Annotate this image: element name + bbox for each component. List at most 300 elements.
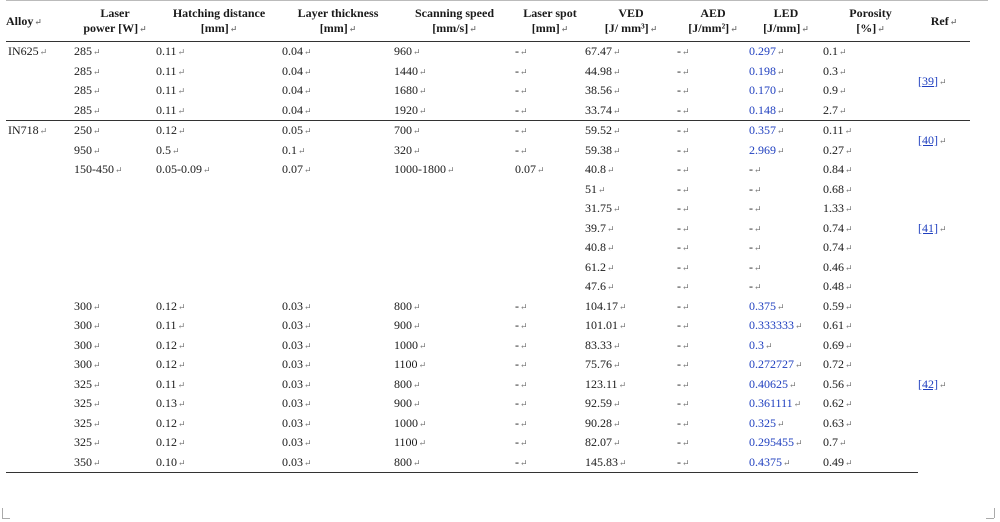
cell-speed	[394, 433, 515, 453]
cell-value: 900	[394, 318, 412, 333]
paragraph-mark-icon: ↵	[682, 340, 690, 351]
column-header-line2: [J/mm]	[763, 21, 801, 35]
table-row	[6, 453, 970, 473]
cell-value: 0.74	[823, 220, 844, 235]
cell-value: 0.59	[823, 298, 844, 313]
cell-alloy	[6, 414, 74, 434]
cell-ref	[918, 121, 970, 161]
cell-spot	[515, 219, 585, 239]
cell-speed	[394, 81, 515, 101]
cell-value: 0.5	[156, 142, 171, 157]
cell-value: 0.4375	[749, 454, 782, 469]
cell-value: -	[677, 318, 681, 333]
cell-value: 1000-1800	[394, 162, 446, 177]
cell-value: -	[677, 396, 681, 411]
cell-aed	[677, 336, 749, 356]
paragraph-mark-icon: ↵	[607, 165, 615, 176]
paragraph-mark-icon: ↵	[845, 145, 853, 156]
cell-hatch	[156, 81, 282, 101]
paragraph-mark-icon: ↵	[795, 360, 803, 371]
paragraph-mark-icon: ↵	[845, 262, 853, 273]
cell-speed	[394, 180, 515, 200]
cell-value: 0.04	[282, 63, 303, 78]
paragraph-mark-icon: ↵	[304, 126, 312, 137]
column-header	[6, 4, 74, 42]
cell-value: -	[515, 396, 519, 411]
paragraph-mark-icon: ↵	[115, 165, 123, 176]
cell-alloy	[6, 62, 74, 82]
paragraph-mark-icon: ↵	[795, 438, 803, 449]
cell-hatch	[156, 453, 282, 473]
paragraph-mark-icon: ↵	[93, 438, 101, 449]
paragraph-mark-icon: ↵	[682, 457, 690, 468]
table-row	[6, 433, 970, 453]
cell-alloy	[6, 336, 74, 356]
paragraph-mark-icon: ↵	[93, 360, 101, 371]
cell-spot	[515, 414, 585, 434]
cell-value: 0.04	[282, 83, 303, 98]
column-header-line2: [mm]	[200, 21, 229, 35]
column-header-line2: [J/ mm³]	[604, 21, 649, 35]
column-header-line1: Alloy	[6, 13, 34, 28]
cell-power	[74, 121, 156, 141]
paragraph-mark-icon: ↵	[419, 418, 427, 429]
cell-porosity	[823, 219, 918, 239]
cell-power	[74, 258, 156, 278]
paragraph-mark-icon: ↵	[682, 262, 690, 273]
cell-layer	[282, 258, 394, 278]
cell-value: 61.2	[585, 259, 606, 274]
cell-value: 0.62	[823, 396, 844, 411]
column-header-line2: [J/mm²]	[688, 21, 730, 35]
cell-value: 104.17	[585, 298, 618, 313]
cell-ved	[585, 336, 677, 356]
cell-value: 0.12	[156, 298, 177, 313]
cell-hatch	[156, 277, 282, 297]
cell-value: 0.13	[156, 396, 177, 411]
paragraph-mark-icon: ↵	[177, 321, 186, 332]
cell-layer	[282, 453, 394, 473]
cell-ved	[585, 141, 677, 161]
cell-spot	[515, 277, 585, 297]
cell-value: 0.03	[282, 337, 303, 352]
cell-value: -	[749, 201, 753, 216]
cell-alloy	[6, 277, 74, 297]
paragraph-mark-icon: ↵	[845, 340, 853, 351]
column-header	[74, 4, 156, 42]
cell-hatch	[156, 199, 282, 219]
cell-layer	[282, 414, 394, 434]
cell-led	[749, 414, 823, 434]
cell-aed	[677, 42, 749, 62]
cell-aed	[677, 219, 749, 239]
cell-value: 300	[74, 318, 92, 333]
cell-ved	[585, 433, 677, 453]
paragraph-mark-icon: ↵	[560, 24, 569, 34]
cell-power	[74, 81, 156, 101]
cell-value: 0.9	[823, 83, 838, 98]
cell-spot	[515, 101, 585, 121]
cell-alloy	[6, 355, 74, 375]
cell-value: -	[749, 279, 753, 294]
cell-speed	[394, 141, 515, 161]
cell-value: 0.63	[823, 415, 844, 430]
cell-speed	[394, 121, 515, 141]
paragraph-mark-icon: ↵	[754, 282, 762, 293]
cell-spot	[515, 258, 585, 278]
paragraph-mark-icon: ↵	[447, 165, 455, 176]
paragraph-mark-icon: ↵	[178, 438, 186, 449]
table-row	[6, 238, 970, 258]
cell-value: -	[515, 63, 519, 78]
column-header	[918, 4, 970, 42]
paragraph-mark-icon: ↵	[520, 418, 528, 429]
cell-hatch	[156, 180, 282, 200]
cell-ved	[585, 42, 677, 62]
cell-layer	[282, 180, 394, 200]
paragraph-mark-icon: ↵	[939, 380, 947, 390]
cell-value: 0.3	[823, 63, 838, 78]
cell-hatch	[156, 238, 282, 258]
cell-layer	[282, 433, 394, 453]
cell-aed	[677, 121, 749, 141]
paragraph-mark-icon: ↵	[348, 24, 357, 34]
cell-value: 39.7	[585, 220, 606, 235]
paragraph-mark-icon: ↵	[93, 457, 101, 468]
cell-power	[74, 453, 156, 473]
cell-value: 0.361111	[749, 396, 793, 411]
paragraph-mark-icon: ↵	[682, 126, 690, 137]
table-row	[6, 297, 970, 317]
cell-value: 0.84	[823, 162, 844, 177]
cell-value: -	[515, 142, 519, 157]
cell-aed	[677, 297, 749, 317]
cell-ved	[585, 121, 677, 141]
cell-ved	[585, 297, 677, 317]
paragraph-mark-icon: ↵	[777, 47, 785, 58]
cell-layer	[282, 42, 394, 62]
reference-link[interactable]: [40]	[918, 133, 938, 147]
cell-led	[749, 453, 823, 473]
cell-power	[74, 297, 156, 317]
cell-value: 300	[74, 357, 92, 372]
paragraph-mark-icon: ↵	[520, 457, 528, 468]
column-header-line1: LED	[773, 6, 799, 20]
paragraph-mark-icon: ↵	[177, 66, 186, 77]
cell-porosity	[823, 336, 918, 356]
paragraph-mark-icon: ↵	[93, 105, 101, 116]
cell-value: -	[677, 259, 681, 274]
paragraph-mark-icon: ↵	[607, 243, 615, 254]
paragraph-mark-icon: ↵	[682, 418, 690, 429]
cell-value: -	[749, 240, 753, 255]
paragraph-mark-icon: ↵	[845, 321, 853, 332]
cell-value: 1000	[394, 415, 418, 430]
paragraph-mark-icon: ↵	[682, 223, 690, 234]
paragraph-mark-icon: ↵	[845, 399, 853, 410]
table-row	[6, 160, 970, 180]
header-row	[6, 4, 970, 42]
column-header	[823, 4, 918, 42]
margin-mark-right-bottom	[986, 518, 994, 519]
cell-power	[74, 160, 156, 180]
cell-led	[749, 42, 823, 62]
cell-value: 0.68	[823, 181, 844, 196]
cell-porosity	[823, 277, 918, 297]
cell-value: 0.12	[156, 357, 177, 372]
cell-hatch	[156, 219, 282, 239]
cell-value: 325	[74, 415, 92, 430]
cell-value: 0.333333	[749, 318, 794, 333]
paragraph-mark-icon: ↵	[619, 301, 627, 312]
reference-link[interactable]: [39]	[918, 73, 938, 88]
paragraph-mark-icon: ↵	[178, 457, 186, 468]
cell-value: 1000	[394, 337, 418, 352]
cell-value: 0.56	[823, 376, 844, 391]
paragraph-mark-icon: ↵	[682, 204, 690, 215]
cell-value: -	[677, 201, 681, 216]
cell-ref	[918, 160, 970, 297]
paragraph-mark-icon: ↵	[34, 16, 42, 27]
cell-aed	[677, 277, 749, 297]
cell-hatch	[156, 394, 282, 414]
cell-value: 150-450	[74, 162, 114, 177]
cell-alloy	[6, 394, 74, 414]
paragraph-mark-icon: ↵	[177, 47, 186, 58]
paragraph-mark-icon: ↵	[229, 24, 238, 34]
cell-hatch	[156, 316, 282, 336]
paragraph-mark-icon: ↵	[682, 86, 690, 97]
table-row	[6, 199, 970, 219]
paragraph-mark-icon: ↵	[682, 321, 690, 332]
cell-value: 0.357	[749, 123, 776, 138]
cell-ved	[585, 355, 677, 375]
cell-porosity	[823, 160, 918, 180]
table-row	[6, 375, 970, 395]
paragraph-mark-icon: ↵	[93, 47, 101, 58]
cell-value: -	[677, 44, 681, 59]
cell-value: 40.8	[585, 240, 606, 255]
paragraph-mark-icon: ↵	[845, 360, 853, 371]
paragraph-mark-icon: ↵	[520, 340, 528, 351]
column-header	[515, 4, 585, 42]
cell-value: 325	[74, 376, 92, 391]
paragraph-mark-icon: ↵	[93, 340, 101, 351]
cell-power	[74, 238, 156, 258]
cell-value: 0.375	[749, 298, 776, 313]
cell-value: -	[515, 44, 519, 59]
table-row	[6, 141, 970, 161]
cell-alloy	[6, 258, 74, 278]
cell-value: 92.59	[585, 396, 612, 411]
cell-layer	[282, 277, 394, 297]
paragraph-mark-icon: ↵	[537, 165, 545, 176]
cell-hatch	[156, 336, 282, 356]
paragraph-mark-icon: ↵	[682, 360, 690, 371]
cell-value: 75.76	[585, 357, 612, 372]
cell-value: 67.47	[585, 44, 612, 59]
table-row	[6, 414, 970, 434]
cell-layer	[282, 297, 394, 317]
cell-speed	[394, 453, 515, 473]
paragraph-mark-icon: ↵	[178, 360, 186, 371]
paragraph-mark-icon: ↵	[619, 321, 627, 332]
cell-value: 0.72	[823, 357, 844, 372]
cell-spot	[515, 180, 585, 200]
cell-value: -	[677, 162, 681, 177]
cell-porosity	[823, 258, 918, 278]
paragraph-mark-icon: ↵	[844, 126, 853, 137]
cell-value: -	[677, 83, 681, 98]
paragraph-mark-icon: ↵	[613, 418, 621, 429]
paragraph-mark-icon: ↵	[845, 243, 853, 254]
paragraph-mark-icon: ↵	[418, 438, 427, 449]
cell-value: -	[515, 102, 519, 117]
paragraph-mark-icon: ↵	[682, 165, 690, 176]
paragraph-mark-icon: ↵	[520, 360, 528, 371]
cell-value: 0.3	[749, 337, 764, 352]
paragraph-mark-icon: ↵	[413, 126, 421, 137]
cell-value: 123.11	[585, 376, 618, 391]
paragraph-mark-icon: ↵	[178, 301, 186, 312]
cell-value: 800	[394, 376, 412, 391]
paragraph-mark-icon: ↵	[682, 438, 690, 449]
cell-aed	[677, 160, 749, 180]
paragraph-mark-icon: ↵	[682, 399, 690, 410]
cell-value: 0.04	[282, 44, 303, 59]
paragraph-mark-icon: ↵	[93, 321, 101, 332]
paragraph-mark-icon: ↵	[469, 24, 477, 34]
cell-led	[749, 160, 823, 180]
cell-led	[749, 316, 823, 336]
paragraph-mark-icon: ↵	[777, 418, 785, 429]
paragraph-mark-icon: ↵	[845, 184, 853, 195]
paragraph-mark-icon: ↵	[419, 105, 427, 116]
cell-value: -	[677, 240, 681, 255]
cell-power	[74, 316, 156, 336]
cell-speed	[394, 414, 515, 434]
cell-value: -	[515, 415, 519, 430]
reference-link[interactable]: [41]	[918, 220, 938, 235]
cell-value: 59.52	[585, 123, 612, 138]
margin-mark-left	[2, 508, 3, 518]
cell-hatch	[156, 141, 282, 161]
cell-spot	[515, 375, 585, 395]
cell-layer	[282, 336, 394, 356]
paragraph-mark-icon: ↵	[613, 399, 621, 410]
column-header-line1: Layer thickness	[297, 6, 379, 20]
cell-alloy	[6, 219, 74, 239]
column-header-line1: Porosity	[849, 6, 892, 20]
cell-value: -	[515, 318, 519, 333]
paragraph-mark-icon: ↵	[777, 105, 785, 116]
cell-alloy	[6, 316, 74, 336]
paragraph-mark-icon: ↵	[520, 399, 528, 410]
paragraph-mark-icon: ↵	[298, 145, 306, 156]
cell-porosity	[823, 141, 918, 161]
cell-value: -	[677, 279, 681, 294]
paragraph-mark-icon: ↵	[413, 399, 421, 410]
paragraph-mark-icon: ↵	[304, 379, 312, 390]
paragraph-mark-icon: ↵	[520, 145, 528, 156]
cell-value: 51	[585, 181, 597, 196]
cell-ved	[585, 219, 677, 239]
cell-alloy	[6, 375, 74, 395]
cell-porosity	[823, 238, 918, 258]
reference-link[interactable]: [42]	[918, 377, 938, 391]
paragraph-mark-icon: ↵	[304, 165, 312, 176]
cell-hatch	[156, 42, 282, 62]
cell-value: 0.11	[156, 376, 177, 391]
cell-aed	[677, 316, 749, 336]
paragraph-mark-icon: ↵	[845, 418, 853, 429]
cell-value: -	[677, 220, 681, 235]
table-row	[6, 394, 970, 414]
cell-layer	[282, 199, 394, 219]
cell-value: 101.01	[585, 318, 618, 333]
cell-layer	[282, 101, 394, 121]
cell-ved	[585, 81, 677, 101]
cell-value: 1100	[394, 435, 418, 450]
cell-value: -	[515, 357, 519, 372]
cell-layer	[282, 81, 394, 101]
paragraph-mark-icon: ↵	[172, 145, 180, 156]
cell-speed	[394, 277, 515, 297]
paragraph-mark-icon: ↵	[607, 282, 615, 293]
cell-porosity	[823, 199, 918, 219]
cell-value: 0.11	[156, 318, 177, 333]
column-header	[585, 4, 677, 42]
paragraph-mark-icon: ↵	[177, 86, 186, 97]
cell-value: 0.12	[156, 123, 177, 138]
table-row	[6, 258, 970, 278]
cell-ved	[585, 375, 677, 395]
table-row	[6, 316, 970, 336]
cell-ved	[585, 160, 677, 180]
cell-power	[74, 375, 156, 395]
cell-porosity	[823, 355, 918, 375]
cell-speed	[394, 238, 515, 258]
cell-aed	[677, 180, 749, 200]
cell-porosity	[823, 316, 918, 336]
cell-ved	[585, 238, 677, 258]
cell-value: 0.272727	[749, 357, 794, 372]
cell-value: 0.46	[823, 259, 844, 274]
cell-value: 1920	[394, 102, 418, 117]
cell-ved	[585, 101, 677, 121]
cell-value: -	[515, 454, 519, 469]
cell-layer	[282, 121, 394, 141]
cell-power	[74, 219, 156, 239]
column-header-line1: VED	[618, 6, 644, 20]
cell-spot	[515, 81, 585, 101]
paragraph-mark-icon: ↵	[304, 340, 312, 351]
paragraph-mark-icon: ↵	[93, 126, 101, 137]
paragraph-mark-icon: ↵	[413, 457, 421, 468]
cell-led	[749, 180, 823, 200]
cell-speed	[394, 355, 515, 375]
cell-aed	[677, 101, 749, 121]
cell-porosity	[823, 453, 918, 473]
cell-value: -	[749, 181, 753, 196]
cell-aed	[677, 414, 749, 434]
cell-spot	[515, 199, 585, 219]
cell-alloy	[6, 180, 74, 200]
column-header-line1: Scanning speed	[414, 6, 495, 20]
cell-led	[749, 199, 823, 219]
cell-power	[74, 180, 156, 200]
cell-spot	[515, 336, 585, 356]
